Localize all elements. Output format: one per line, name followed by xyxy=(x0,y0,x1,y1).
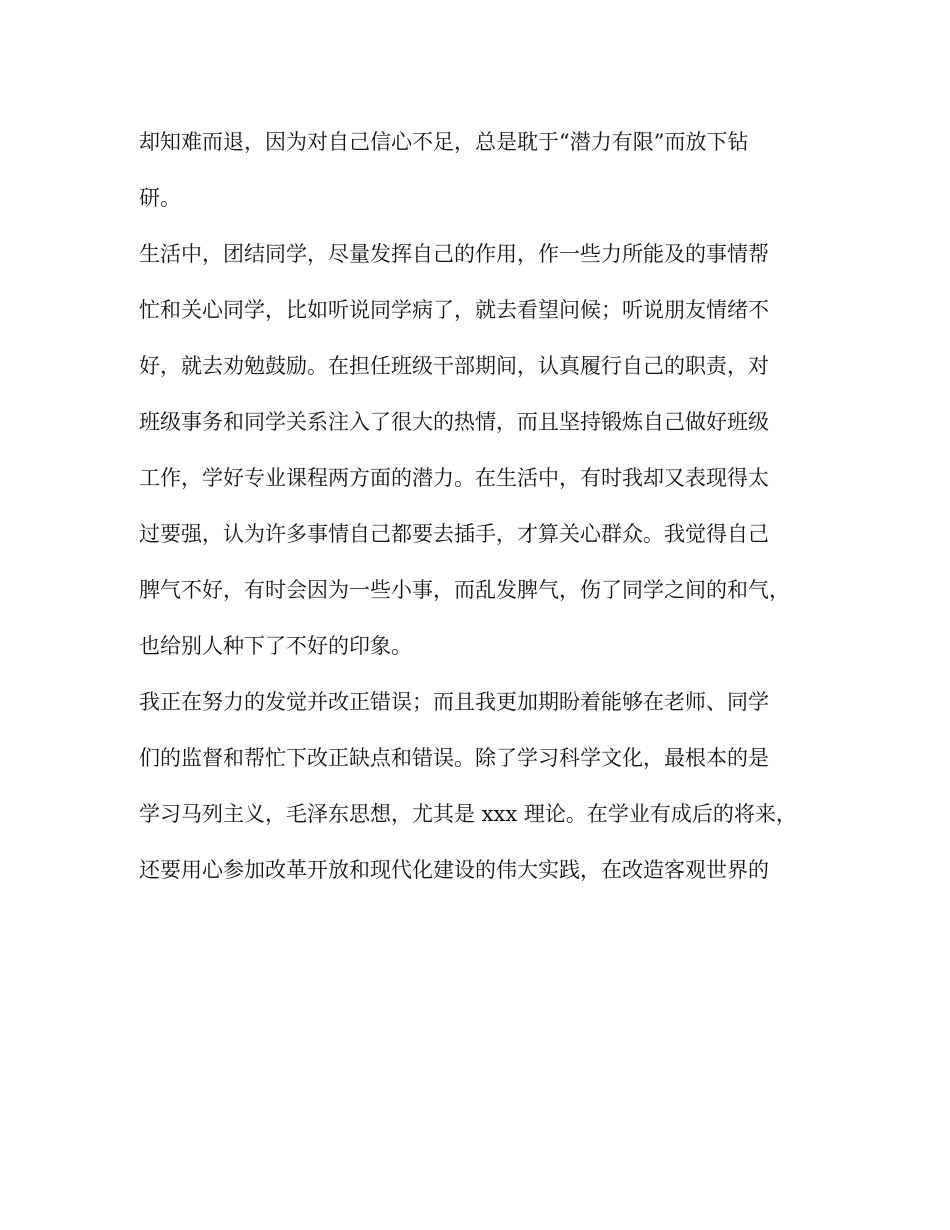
text-line: 研。 xyxy=(139,186,181,210)
text-line: 也给别人种下了不好的印象。 xyxy=(139,634,412,658)
text-line: 好，就去劝勉鼓励。在担任班级干部期间，认真履行自己的职责，对 xyxy=(139,354,769,378)
text-line: 学习马列主义，毛泽东思想，尤其是 xxx 理论。在学业有成后的将来， xyxy=(139,802,797,826)
text-line: 忙和关心同学，比如听说同学病了，就去看望问候；听说朋友情绪不 xyxy=(139,298,769,322)
text-line: 班级事务和同学关系注入了很大的热情，而且坚持锻炼自己做好班级 xyxy=(139,410,769,434)
text-line: 却知难而退，因为对自己信心不足，总是耽于“潜力有限”而放下钻 xyxy=(139,130,749,154)
text-line: 我正在努力的发觉并改正错误；而且我更加期盼着能够在老师、同学 xyxy=(139,690,769,714)
text-line: 过要强，认为许多事情自己都要去插手，才算关心群众。我觉得自己 xyxy=(139,522,769,546)
text-line: 生活中，团结同学，尽量发挥自己的作用，作一些力所能及的事情帮 xyxy=(139,242,769,266)
text-line: 们的监督和帮忙下改正缺点和错误。除了学习科学文化，最根本的是 xyxy=(139,746,769,770)
text-line: 工作，学好专业课程两方面的潜力。在生活中，有时我却又表现得太 xyxy=(139,466,769,490)
document-body xyxy=(139,120,839,904)
text-line: 还要用心参加改革开放和现代化建设的伟大实践，在改造客观世界的 xyxy=(139,858,769,882)
text-line: 脾气不好，有时会因为一些小事，而乱发脾气，伤了同学之间的和气， xyxy=(139,578,790,602)
